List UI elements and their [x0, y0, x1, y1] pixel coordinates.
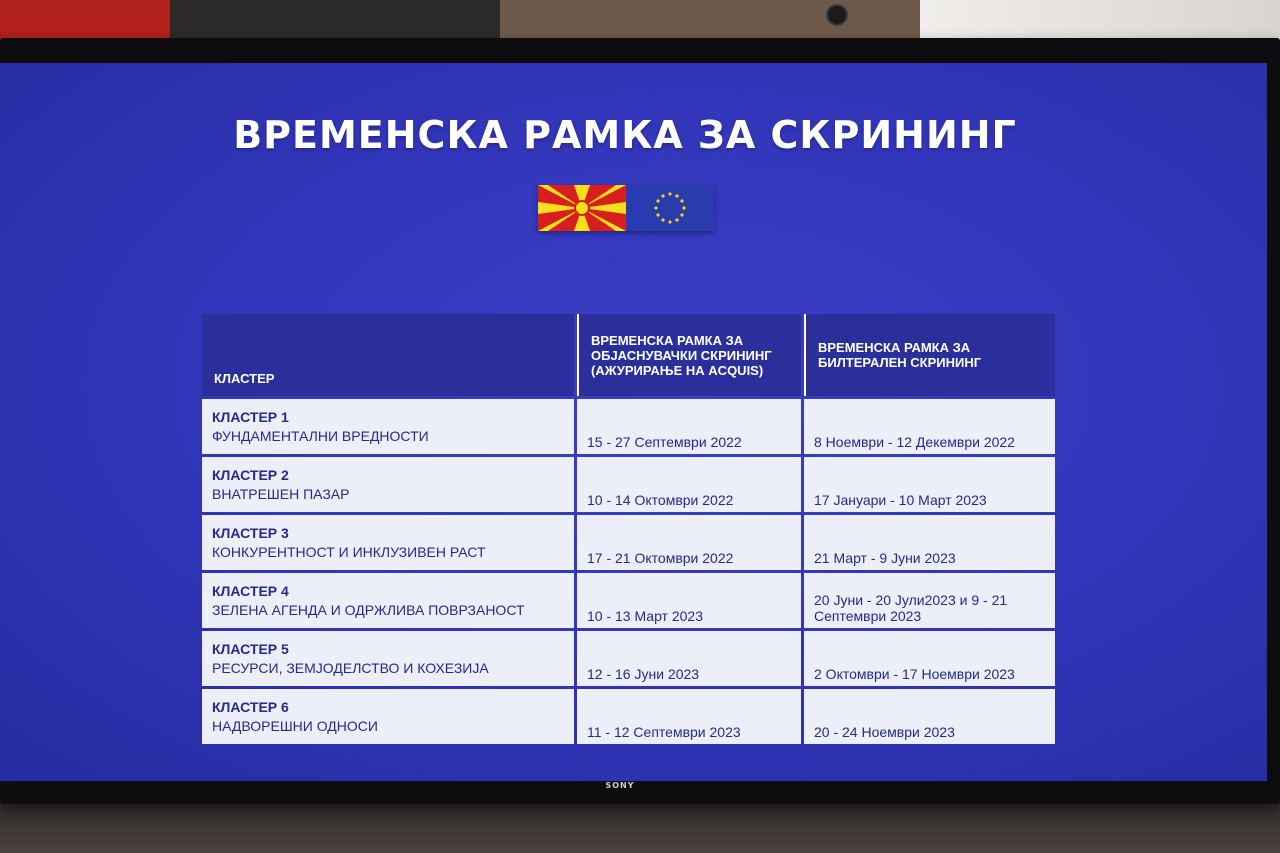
explanatory-date: 12 - 16 Јуни 2023 [577, 631, 801, 686]
cluster-cell [202, 399, 574, 454]
table-header-row [202, 314, 1055, 396]
floor-area [0, 800, 1280, 853]
cluster-name: РЕСУРСИ, ЗЕМЈОДЕЛСТВО И КОХЕЗИЈА [212, 660, 489, 676]
cluster-number: КЛАСТЕР 5 [212, 641, 289, 657]
explanatory-date: 17 - 21 Октомври 2022 [577, 515, 801, 570]
bilateral-date: 21 Март - 9 Јуни 2023 [804, 515, 1055, 570]
tv-brand-logo: SONY [605, 781, 635, 790]
cluster-name: НАДВОРЕШНИ ОДНОСИ [212, 718, 378, 734]
bilateral-date: 2 Октомври - 17 Ноември 2023 [804, 631, 1055, 686]
explanatory-date: 10 - 13 Март 2023 [577, 573, 801, 628]
cluster-name: ФУНДАМЕНТАЛНИ ВРЕДНОСТИ [212, 428, 429, 444]
flags-group [538, 185, 714, 231]
cluster-cell [202, 631, 574, 686]
eu-flag-icon [626, 185, 714, 231]
cluster-name: ВНАТРЕШЕН ПАЗАР [212, 486, 350, 502]
cluster-name: КОНКУРЕНТНОСТ И ИНКЛУЗИВЕН РАСТ [212, 544, 486, 560]
cluster-cell [202, 515, 574, 570]
explanatory-date: 10 - 14 Октомври 2022 [577, 457, 801, 512]
slide-title: ВРЕМЕНСКА РАМКА ЗА СКРИНИНГ [233, 113, 1017, 157]
table-row [202, 689, 1055, 744]
cluster-cell [202, 573, 574, 628]
cluster-number: КЛАСТЕР 2 [212, 467, 289, 483]
explanatory-date: 11 - 12 Септември 2023 [577, 689, 801, 744]
screening-table [199, 311, 1058, 747]
header-bilateral: ВРЕМЕНСКА РАМКА ЗА БИЛТЕРАЛЕН СКРИНИНГ [804, 314, 1055, 396]
cluster-number: КЛАСТЕР 3 [212, 525, 289, 541]
bilateral-date: 8 Ноември - 12 Декември 2022 [804, 399, 1055, 454]
explanatory-date: 15 - 27 Септември 2022 [577, 399, 801, 454]
bilateral-date: 20 - 24 Ноември 2023 [804, 689, 1055, 744]
bilateral-date: 20 Јуни - 20 Јули2023 и 9 - 21 Септември 2023 [804, 573, 1055, 628]
television [0, 38, 1280, 804]
cluster-number: КЛАСТЕР 4 [212, 583, 289, 599]
camera-icon [826, 4, 848, 26]
table-row [202, 631, 1055, 686]
north-macedonia-flag-icon [538, 185, 626, 231]
header-cluster: КЛАСТЕР [202, 314, 574, 396]
cluster-number: КЛАСТЕР 6 [212, 699, 289, 715]
header-explanatory: ВРЕМЕНСКА РАМКА ЗА ОБЈАСНУВАЧКИ СКРИНИНГ (АЖУРИРАЊЕ НА ACQUIS) [577, 314, 801, 396]
tv-screen [0, 63, 1267, 781]
cluster-name: ЗЕЛЕНА АГЕНДА И ОДРЖЛИВА ПОВРЗАНОСТ [212, 602, 525, 618]
table-row [202, 457, 1055, 512]
table-row [202, 399, 1055, 454]
bilateral-date: 17 Јануари - 10 Март 2023 [804, 457, 1055, 512]
cluster-cell [202, 689, 574, 744]
table-row [202, 573, 1055, 628]
cluster-number: КЛАСТЕР 1 [212, 409, 289, 425]
table-row [202, 515, 1055, 570]
cluster-cell [202, 457, 574, 512]
